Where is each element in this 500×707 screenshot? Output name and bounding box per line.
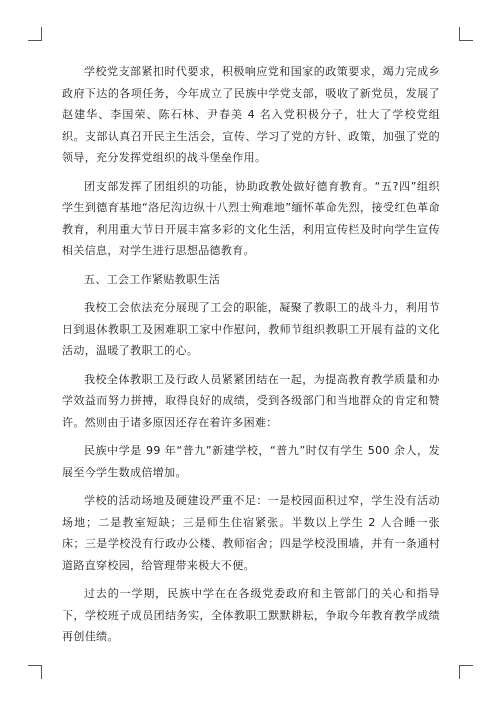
document-body <box>62 61 440 655</box>
paragraph-facility-shortage: 学校的活动场地及硬建设严重不足：一是校园面积过窄，学生没有活动场地；二是教室短缺；三是师生住宿紧张。半数以上学生 2 人合睡一张床；三是学校没有行政办公楼、教师宿舍；四是学校没围墙，并有一条通村道路直穿校园，给管理带来极大不便。 <box>62 494 440 572</box>
crop-mark-bottom-left-h <box>28 665 42 666</box>
crop-mark-top-right-h <box>459 40 473 41</box>
paragraph-youth-league: 团支部发挥了团组织的功能，协助政教处做好德育教育。“五?四”组织学生到德育基地“洛尼沟边纵十八烈士殉难地”缅怀革命先烈，接受红色革命教育，利用重大节日开展丰富多彩的文化生活，利用宣传栏及时向学生宣传相关信息，对学生进行思想品德教育。 <box>62 179 440 257</box>
crop-mark-bottom-right-v <box>459 665 460 679</box>
paragraph-summary: 过去的一学期，民族中学在在各级党委政府和主管部门的关心和指导下，学校班子成员团结务实，全体教职工默默耕耘，争取今年教育教学成绩再创佳绩。 <box>62 587 440 643</box>
crop-mark-bottom-left-v <box>41 665 42 679</box>
crop-mark-top-left-h <box>28 40 42 41</box>
crop-mark-bottom-right-h <box>459 665 473 666</box>
crop-mark-top-right-v <box>459 27 460 41</box>
paragraph-school-history: 民族中学是 99 年“普九”新建学校，“普九”时仅有学生 500 余人，发展至今学生数成倍增加。 <box>62 444 440 479</box>
section-heading-union: 五、工会工作紧贴教职生活 <box>84 272 221 286</box>
paragraph-party-branch: 学校党支部紧扣时代要求，积极响应党和国家的政策要求，竭力完成乡政府下达的各项任务，今年成立了民族中学党支部，吸收了新党员，发展了赵建华、李国荣、陈石林、尹春美 4 名入党积极分子，壮大了学校党组织。支部认真召开民主生活会，宣传、学习了党的方针、政策，加强了党的领导，充分发挥党组织的战斗堡垒作用。 <box>62 65 440 164</box>
crop-mark-top-left-v <box>41 27 42 41</box>
paragraph-staff-unity: 我校全体教职工及行政人员紧紧团结在一起，为提高教育教学质量和办学效益而努力拼搏，取得良好的成绩，受到各级部门和当地群众的肯定和赞许。然则由于诸多原因还存在着许多困难： <box>62 372 440 429</box>
paragraph-union-work: 我校工会依法充分展现了工会的职能，凝聚了教职工的战斗力，利用节日到退休教职工及困难职工家中作慰问，教师节组织教职工开展有益的文化活动，温暖了教职工的心。 <box>62 301 440 357</box>
